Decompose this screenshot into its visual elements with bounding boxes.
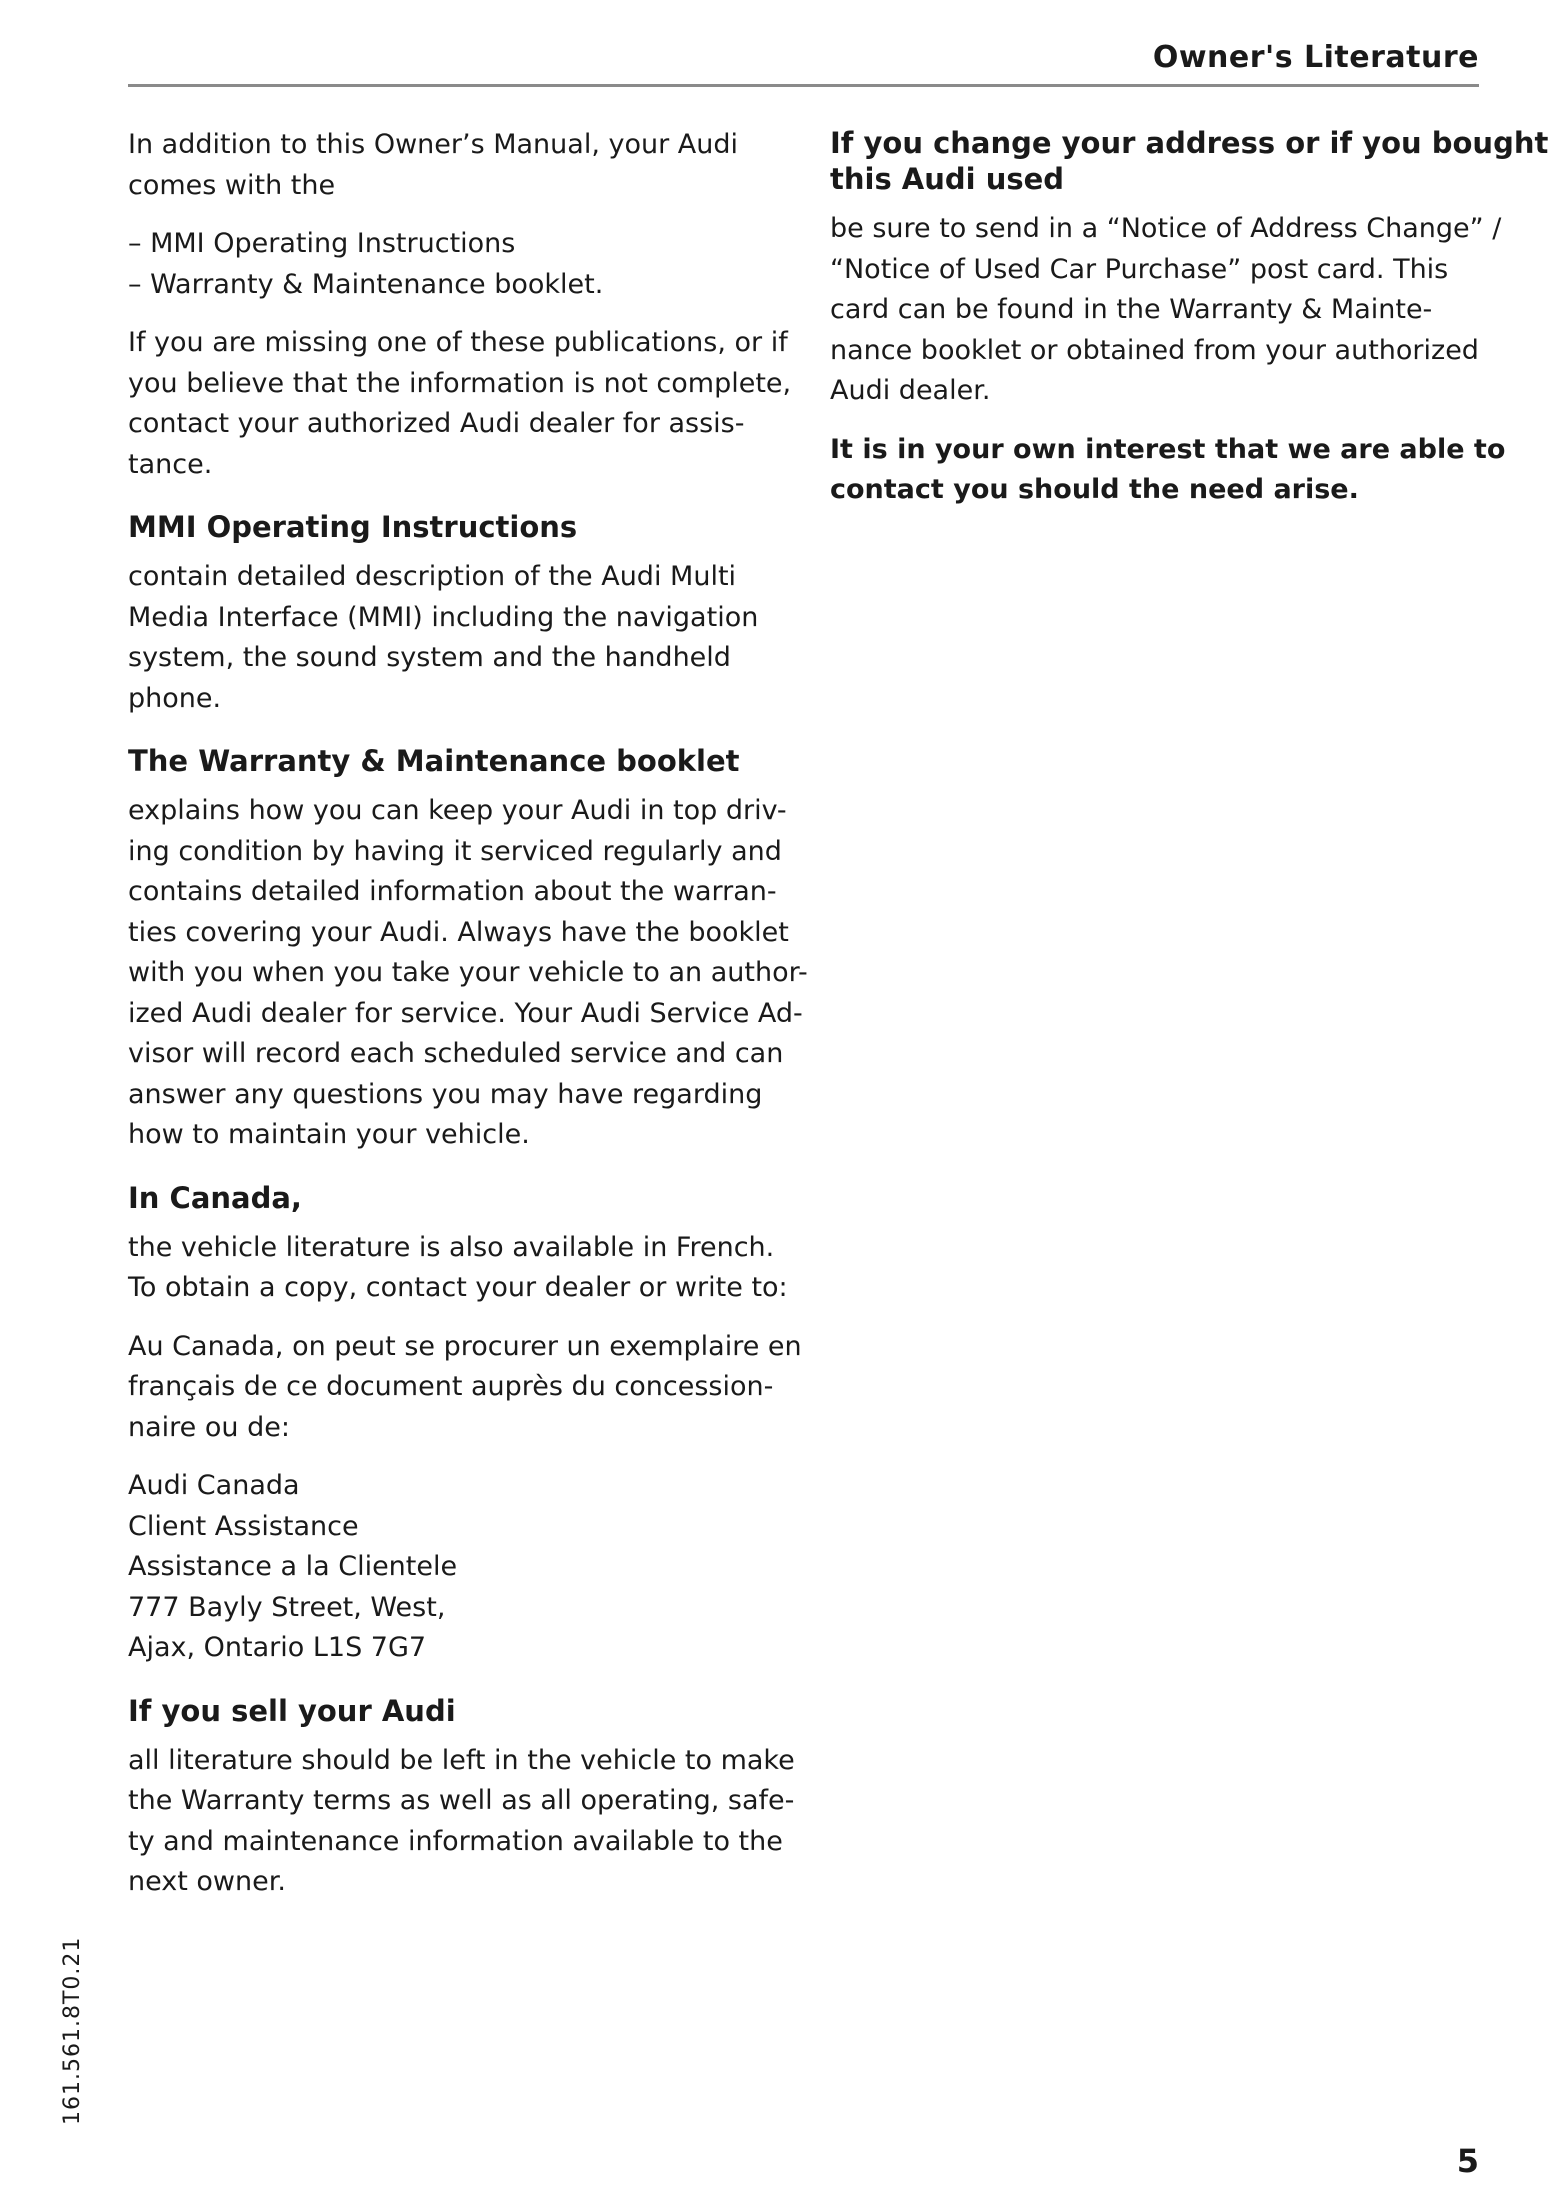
address-line: Client Assistance: [128, 1510, 359, 1542]
text-line: contains detailed information about the warran-: [128, 876, 777, 907]
heading-line: If you change your address or if you bought: [830, 126, 1549, 160]
text-line: the Warranty terms as well as all operating, safe-: [128, 1785, 795, 1816]
text-line: If you are missing one of these publications, or if: [128, 327, 788, 358]
text-line: “Notice of Used Car Purchase” post card. This: [830, 253, 1449, 285]
text-line: system, the sound system and the handheld: [128, 642, 731, 673]
address-line: Assistance a la Clientele: [128, 1551, 458, 1582]
text-line: ized Audi dealer for service. Your Audi Service Ad-: [128, 997, 803, 1029]
address-line: Audi Canada: [128, 1470, 300, 1501]
text-line: Audi dealer.: [830, 375, 991, 406]
right-column: [830, 125, 1549, 529]
warranty-heading: The Warranty & Maintenance booklet: [128, 744, 740, 778]
canada-heading: In Canada,: [128, 1180, 302, 1215]
interest-note: [830, 430, 1506, 511]
text-line: card can be found in the Warranty & Mainte-: [830, 294, 1433, 325]
text-line: nance booklet or obtained from your authorized: [830, 334, 1479, 366]
page-number: 5: [1456, 2142, 1479, 2180]
canada-french-paragraph: [128, 1327, 802, 1449]
text-line: tance.: [128, 448, 213, 480]
text-line: Media Interface (MMI) including the navigation: [128, 601, 759, 633]
list-item: – MMI Operating Instructions: [128, 228, 516, 259]
address-change-heading: [830, 125, 1549, 197]
text-line: contact you should the need arise.: [830, 474, 1359, 505]
text-line: answer any questions you may have regarding: [128, 1078, 763, 1110]
text-line: how to maintain your vehicle.: [128, 1119, 530, 1150]
page-header-title: Owner's Literature: [1152, 40, 1479, 75]
text-line: naire ou de:: [128, 1411, 290, 1443]
text-line: français de ce document auprès du concession-: [128, 1371, 774, 1402]
text-line: It is in your own interest that we are able to: [830, 433, 1506, 465]
mailing-address: [128, 1466, 778, 1669]
text-line: ty and maintenance information available to the: [128, 1825, 783, 1857]
text-line: contain detailed description of the Audi Multi: [128, 561, 737, 592]
publications-list: [128, 224, 778, 305]
text-line: next owner.: [128, 1866, 286, 1897]
text-line: To obtain a copy, contact your dealer or write to:: [128, 1272, 788, 1303]
text-line: ing condition by having it serviced regularly and: [128, 835, 782, 867]
text-line: phone.: [128, 682, 222, 714]
sell-heading: If you sell your Audi: [128, 1693, 456, 1728]
mmi-heading: MMI Operating Instructions: [128, 510, 578, 544]
text-line: you believe that the information is not complete,: [128, 367, 792, 399]
heading-line: this Audi used: [830, 162, 1065, 196]
document-code: 161.561.8T0.21: [60, 1936, 85, 2125]
canada-paragraph: [128, 1228, 788, 1309]
list-item: – Warranty & Maintenance booklet.: [128, 268, 604, 300]
missing-publications-paragraph: [128, 323, 792, 485]
warranty-paragraph: [128, 791, 808, 1156]
text-line: be sure to send in a “Notice of Address Change” /: [830, 213, 1502, 244]
text-line: explains how you can keep your Audi in top driv-: [128, 795, 787, 826]
left-column: [128, 125, 808, 1921]
text-line: comes with the: [128, 169, 336, 201]
header-divider: [128, 84, 1479, 87]
sell-paragraph: [128, 1741, 795, 1903]
text-line: In addition to this Owner’s Manual, your Audi: [128, 129, 739, 160]
text-line: Au Canada, on peut se procurer un exemplaire en: [128, 1330, 802, 1362]
mmi-paragraph: [128, 557, 778, 719]
text-line: the vehicle literature is also available in French.: [128, 1231, 775, 1263]
address-change-paragraph: [830, 209, 1502, 412]
text-line: visor will record each scheduled service and can: [128, 1038, 784, 1069]
address-line: 777 Bayly Street, West,: [128, 1591, 446, 1623]
address-line: Ajax, Ontario L1S 7G7: [128, 1632, 427, 1663]
intro-paragraph: [128, 125, 778, 206]
text-line: ties covering your Audi. Always have the booklet: [128, 916, 789, 948]
text-line: contact your authorized Audi dealer for assis-: [128, 408, 745, 439]
text-line: with you when you take your vehicle to an author-: [128, 957, 808, 988]
text-line: all literature should be left in the vehicle to make: [128, 1744, 795, 1776]
